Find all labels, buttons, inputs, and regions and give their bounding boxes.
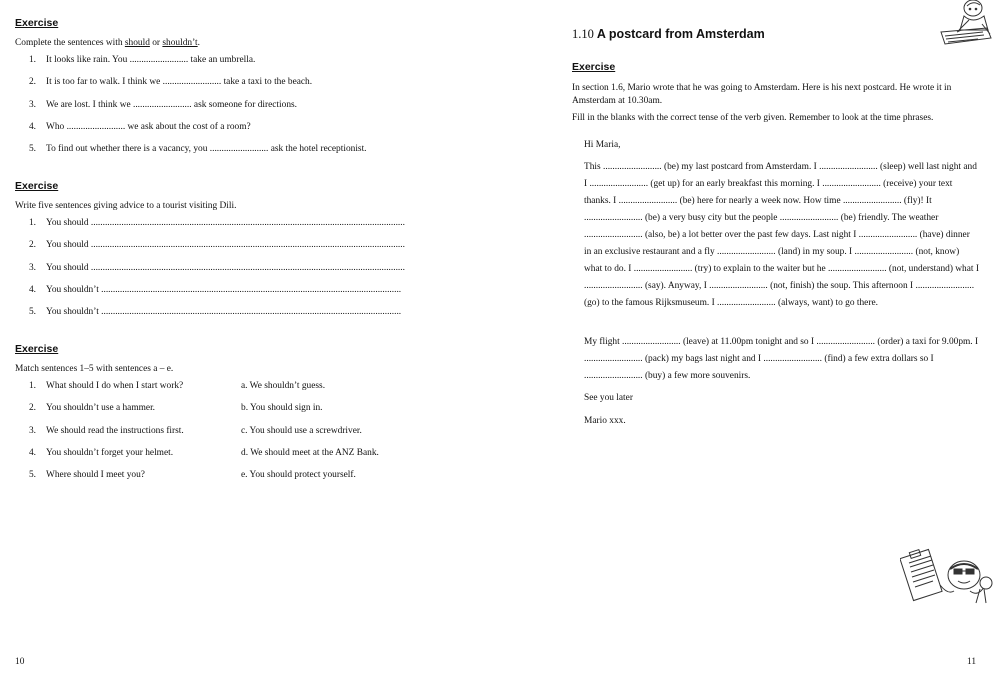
- item-number: 1.: [28, 381, 36, 391]
- item-number: 2.: [28, 77, 36, 87]
- exercise-heading: Exercise: [572, 61, 616, 73]
- item-number: 4.: [28, 448, 36, 458]
- exercise-2-heading: Exercise: [15, 180, 59, 192]
- exercise-3-instructions: Match sentences 1–5 with sentences a – e.: [15, 364, 174, 374]
- item-number: 3.: [28, 263, 36, 273]
- exercise-1-item: To find out whether there is a vacancy, you ......................... ask the hotel receptionist.: [46, 144, 367, 154]
- exercise-1-instructions: Complete the sentences with should or shouldn’t.: [15, 38, 200, 48]
- exercise-2-item: You should ......................................................................................................................................: [46, 263, 405, 273]
- item-number: 4.: [28, 122, 36, 132]
- exercise-3-item: Where should I meet you?: [46, 470, 145, 480]
- exercise-3-heading: Exercise: [15, 343, 59, 355]
- item-number: 5.: [28, 144, 36, 154]
- person-writing-icon: [935, 0, 995, 48]
- exercise-1-item: It looks like rain. You ......................... take an umbrella.: [46, 55, 256, 65]
- exercise-3-item: What should I do when I start work?: [46, 381, 184, 391]
- title-text: A postcard from Amsterdam: [596, 27, 765, 41]
- page-title: [572, 27, 765, 42]
- exercise-3-match: c. You should use a screwdriver.: [241, 426, 362, 436]
- postcard-paragraph-1: This ......................... (be) my last postcard from Amsterdam. I ......................... (sleep) well last night and I ......................... (get up) for an early breakfast this morning. I ......................... (receive) your text thanks. I ......................... (be) here for nearly a week now. How time ......................... (fly)! It ......................... (be) a very busy city but the people ......................... (be) friendly. The weather ......................... (also, be) a lot better over the past few days. Last night I ......................... (have) dinner in an exclusive restaurant and a fly ......................... (land) in my soup. I ......................... (not, know) what to do. I ......................... (try) to explain to the waiter but he ......................... (not, understand) what I ......................... (say). Anyway, I ......................... (not, finish) the soup. This afternoon I ......................... (go) to the famous Rijksmuseum. I ......................... (always, want) to go there.: [584, 162, 979, 308]
- exercise-1-heading: Exercise: [15, 17, 59, 29]
- item-number: 5.: [28, 307, 36, 317]
- item-number: 4.: [28, 285, 36, 295]
- exercise-2-item: You shouldn’t ................................................................................................................................: [46, 307, 402, 317]
- exercise-1-item: Who ......................... we ask about the cost of a room?: [46, 122, 251, 132]
- exercise-3-item: We should read the instructions first.: [46, 426, 184, 436]
- closing: See you later: [584, 393, 633, 403]
- intro-paragraph: In section 1.6, Mario wrote that he was going to Amsterdam. Here is his next postcard. He wrote it in Amsterdam at 10.30am.: [572, 83, 952, 106]
- exercise-3-match: e. You should protect yourself.: [241, 470, 356, 480]
- exercise-2-instructions: Write five sentences giving advice to a tourist visiting Dili.: [15, 201, 237, 211]
- greeting: Hi Maria,: [584, 140, 621, 150]
- exercise-1-item: We are lost. I think we ......................... ask someone for directions.: [46, 100, 298, 110]
- exercise-3-match: a. We shouldn’t guess.: [241, 381, 326, 391]
- signature: Mario xxx.: [584, 416, 626, 426]
- item-number: 3.: [28, 100, 36, 110]
- page-number-left: 10: [15, 657, 25, 667]
- item-number: 1.: [28, 218, 36, 228]
- postcard-paragraph-2: My flight ......................... (leave) at 11.00pm tonight and so I ......................... (order) a taxi for 9.00pm. I ......................... (pack) my bags last night and I ......................... (find) a few extra dollars so I ......................... (buy) a few more souvenirs.: [584, 337, 979, 381]
- exercise-2-item: You should ......................................................................................................................................: [46, 240, 405, 250]
- item-number: 5.: [28, 470, 36, 480]
- exercise-2-item: You should ......................................................................................................................................: [46, 218, 405, 228]
- item-number: 3.: [28, 426, 36, 436]
- exercise-3-match: b. You should sign in.: [241, 403, 323, 413]
- item-number: 2.: [28, 403, 36, 413]
- item-number: 2.: [28, 240, 36, 250]
- instructions-paragraph: Fill in the blanks with the correct tense of the verb given. Remember to look at the time phrases.: [572, 113, 934, 123]
- postcard-and-character-icon: [900, 545, 998, 611]
- section-number: 1.10: [572, 27, 594, 41]
- exercise-3-match: d. We should meet at the ANZ Bank.: [241, 448, 379, 458]
- item-number: 1.: [28, 55, 36, 65]
- exercise-2-item: You shouldn’t ................................................................................................................................: [46, 285, 402, 295]
- exercise-1-item: It is too far to walk. I think we ......................... take a taxi to the beach.: [46, 77, 313, 87]
- exercise-3-item: You shouldn’t forget your helmet.: [46, 448, 174, 458]
- page-number-right: 11: [967, 657, 977, 667]
- exercise-3-item: You shouldn’t use a hammer.: [46, 403, 156, 413]
